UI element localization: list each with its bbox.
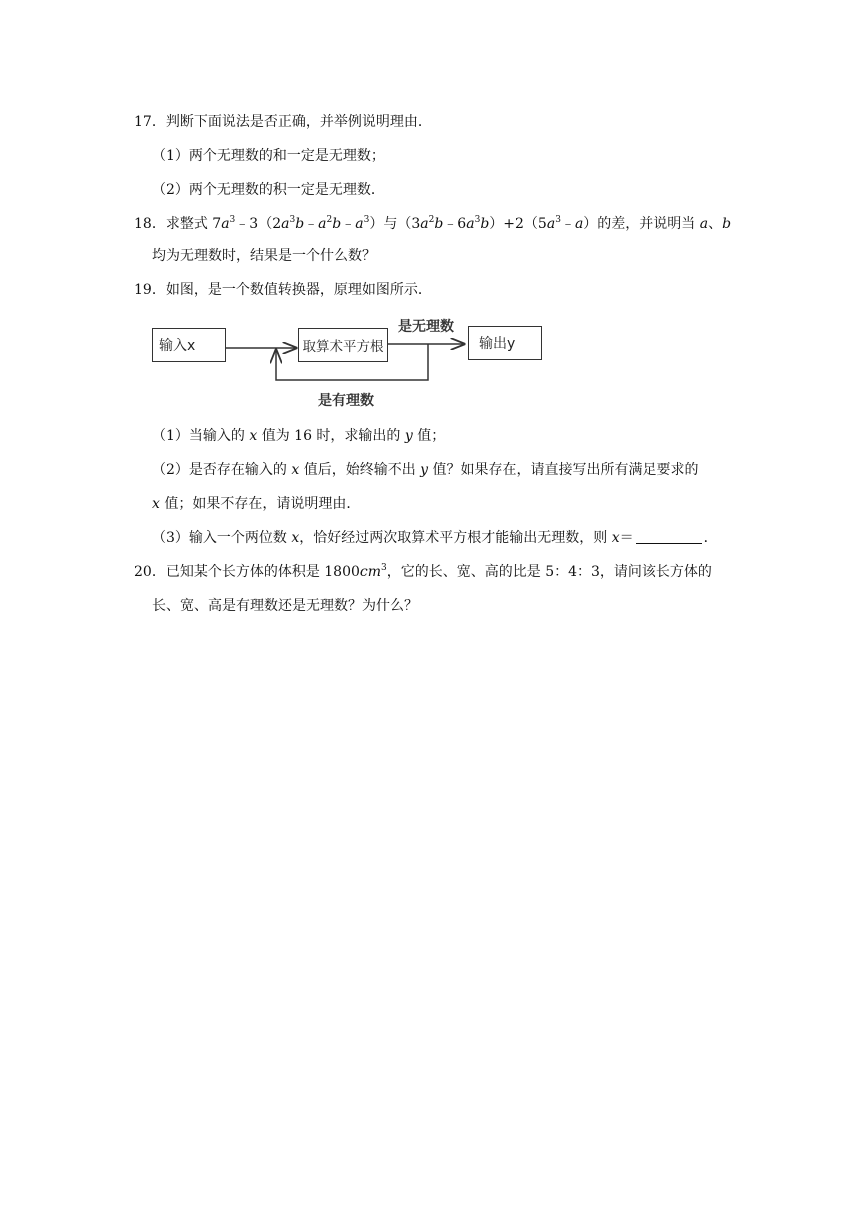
- q18-number: 18．: [134, 216, 166, 232]
- q19-title: 19．如图，是一个数值转换器，原理如图所示．: [134, 282, 432, 298]
- q19-item-1: （1）当输入的 x 值为 16 时，求输出的 y 值；: [152, 428, 446, 444]
- process-box-label: 取算术平方根: [302, 339, 384, 355]
- q19-item-2-line-2: x 值；如果不存在，请说明理由．: [152, 496, 361, 512]
- output-box-label: 输出y: [479, 336, 516, 352]
- q18-expression: 求整式 $7a^3﹣3(2a^3b﹣a^2b﹣a^3)$与$(3a^2b﹣6a^3b)+2(5a^3﹣a)$的差，并说明当 a、b: [165, 215, 732, 232]
- q19-item-2-line-1: （2）是否存在输入的 x 值后，始终输不出 y 值？如果存在，请直接写出所有满足要求的: [152, 462, 699, 478]
- q18-line-2: 均为无理数时，结果是一个什么数？: [152, 248, 376, 264]
- number-converter-diagram: [150, 316, 550, 412]
- process-box: [298, 328, 388, 362]
- label-rational: 是有理数: [318, 393, 374, 409]
- q19-item-3: （3）输入一个两位数 x，恰好经过两次取算术平方根才能输出无理数，则 x＝ ．: [152, 530, 718, 546]
- q20-line-2: 长、宽、高是有理数还是无理数？为什么？: [152, 598, 418, 614]
- q17-item-2: （2）两个无理数的积一定是无理数．: [152, 182, 385, 198]
- input-box: [152, 328, 226, 362]
- label-irrational: 是无理数: [398, 319, 454, 335]
- answer-blank[interactable]: [636, 529, 702, 544]
- q18-line-1: [134, 214, 731, 234]
- input-box-label: 输入x: [159, 338, 196, 354]
- q17-item-1: （1）两个无理数的和一定是无理数；: [152, 148, 385, 164]
- q17-title: 17．判断下面说法是否正确，并举例说明理由．: [134, 114, 432, 130]
- q20-line-1: 20．已知某个长方体的体积是 $1800cm^3$，它的长、宽、高的比是 5：4：3，请问该长方体的: [134, 563, 712, 580]
- output-box: [468, 326, 542, 360]
